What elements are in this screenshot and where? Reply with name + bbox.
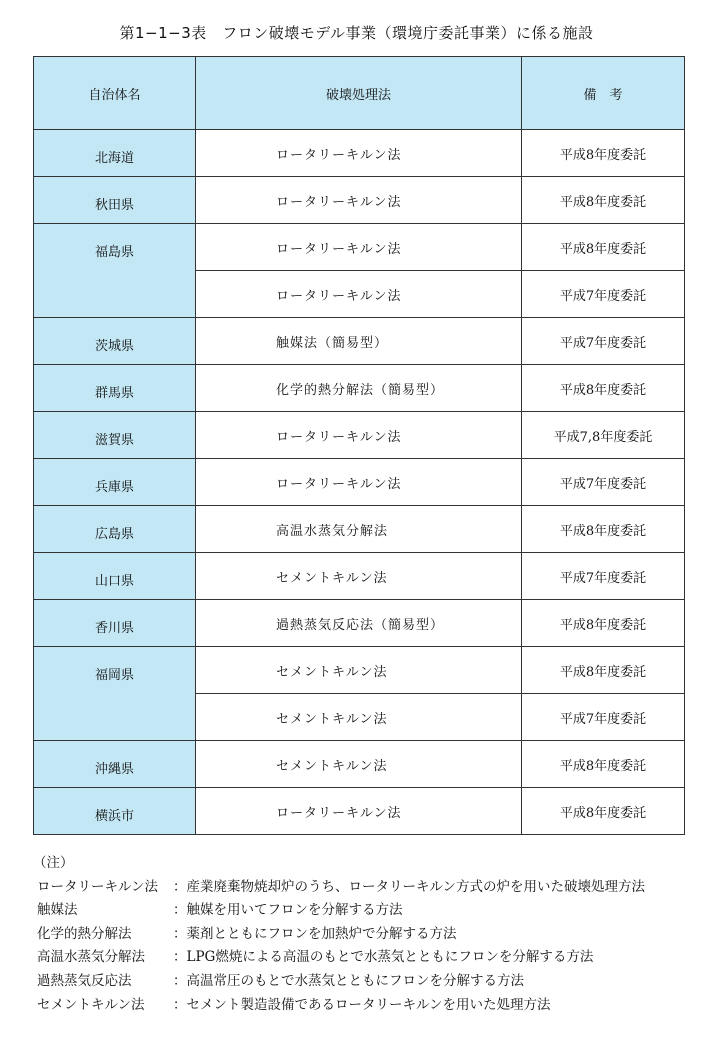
- municipality-cell: 山口県: [34, 553, 196, 600]
- method-cell: 高温水蒸気分解法: [196, 506, 522, 553]
- note-term: 化学的熱分解法: [37, 925, 132, 942]
- note-term: ロータリーキルン法: [37, 878, 159, 895]
- municipality-cell: 福岡県: [34, 647, 196, 741]
- remark-cell: 平成8年度委託: [522, 600, 685, 647]
- table-row: [34, 741, 685, 788]
- note-item: [33, 970, 693, 994]
- note-description: ：LPG燃焼による高温のもとで水蒸気とともにフロンを分解する方法: [173, 949, 594, 966]
- method-cell: セメントキルン法: [196, 553, 522, 600]
- method-cell: セメントキルン法: [196, 694, 522, 741]
- method-cell: セメントキルン法: [196, 647, 522, 694]
- remark-cell: 平成8年度委託: [522, 741, 685, 788]
- method-cell: 触媒法（簡易型）: [196, 318, 522, 365]
- note-description: ：触媒を用いてフロンを分解する方法: [173, 902, 403, 919]
- remark-cell: 平成7年度委託: [522, 459, 685, 506]
- table-row: [34, 130, 685, 177]
- note-item: [33, 923, 693, 947]
- note-description: ：薬剤とともにフロンを加熱炉で分解する方法: [173, 925, 457, 942]
- table-row: [34, 553, 685, 600]
- table-row: [34, 412, 685, 459]
- header-remark: 備 考: [522, 57, 685, 130]
- note-item: [33, 899, 693, 923]
- remark-cell: 平成7年度委託: [522, 553, 685, 600]
- remark-cell: 平成8年度委託: [522, 647, 685, 694]
- municipality-cell: 滋賀県: [34, 412, 196, 459]
- remark-cell: 平成8年度委託: [522, 788, 685, 835]
- municipality-cell: 群馬県: [34, 365, 196, 412]
- method-cell: ロータリーキルン法: [196, 130, 522, 177]
- municipality-cell: 横浜市: [34, 788, 196, 835]
- note-term: 過熱蒸気反応法: [37, 972, 132, 989]
- remark-cell: 平成7年度委託: [522, 271, 685, 318]
- note-term: 高温水蒸気分解法: [37, 949, 145, 966]
- remark-cell: 平成8年度委託: [522, 506, 685, 553]
- table-header-row: [34, 57, 685, 130]
- method-cell: ロータリーキルン法: [196, 412, 522, 459]
- note-description: ：セメント製造設備であるロータリーキルンを用いた処理方法: [173, 996, 551, 1013]
- municipality-cell: 香川県: [34, 600, 196, 647]
- method-cell: 過熱蒸気反応法（簡易型）: [196, 600, 522, 647]
- table-row: [34, 224, 685, 271]
- remark-cell: 平成8年度委託: [522, 130, 685, 177]
- municipality-cell: 兵庫県: [34, 459, 196, 506]
- table-row: [34, 788, 685, 835]
- remark-cell: 平成8年度委託: [522, 224, 685, 271]
- note-item: [33, 946, 693, 970]
- method-cell: ロータリーキルン法: [196, 224, 522, 271]
- table-row: [34, 459, 685, 506]
- table-row: [34, 177, 685, 224]
- note-description: ：高温常圧のもとで水蒸気とともにフロンを分解する方法: [173, 972, 524, 989]
- remark-cell: 平成7,8年度委託: [522, 412, 685, 459]
- table-row: [34, 506, 685, 553]
- remark-cell: 平成8年度委託: [522, 365, 685, 412]
- method-cell: ロータリーキルン法: [196, 177, 522, 224]
- method-cell: ロータリーキルン法: [196, 459, 522, 506]
- page-title: 第1−1−3表 フロン破壊モデル事業（環境庁委託事業）に係る施設: [119, 24, 594, 42]
- municipality-cell: 秋田県: [34, 177, 196, 224]
- note-term: セメントキルン法: [37, 996, 145, 1013]
- notes: [33, 852, 693, 1017]
- municipality-cell: 北海道: [34, 130, 196, 177]
- table-body: [34, 130, 685, 835]
- method-cell: ロータリーキルン法: [196, 271, 522, 318]
- table-row: [34, 600, 685, 647]
- remark-cell: 平成8年度委託: [522, 177, 685, 224]
- table-row: [34, 647, 685, 694]
- table-row: [34, 365, 685, 412]
- header-municipality: 自治体名: [34, 57, 196, 130]
- municipality-cell: 広島県: [34, 506, 196, 553]
- notes-list: [33, 876, 693, 1018]
- facilities-table: [33, 56, 685, 835]
- method-cell: セメントキルン法: [196, 741, 522, 788]
- table-row: [34, 318, 685, 365]
- municipality-cell: 福島県: [34, 224, 196, 318]
- remark-cell: 平成7年度委託: [522, 694, 685, 741]
- note-term: 触媒法: [37, 902, 78, 919]
- header-method: 破壊処理法: [196, 57, 522, 130]
- note-item: [33, 994, 693, 1018]
- method-cell: 化学的熱分解法（簡易型）: [196, 365, 522, 412]
- municipality-cell: 沖縄県: [34, 741, 196, 788]
- note-item: [33, 876, 693, 900]
- remark-cell: 平成7年度委託: [522, 318, 685, 365]
- method-cell: ロータリーキルン法: [196, 788, 522, 835]
- municipality-cell: 茨城県: [34, 318, 196, 365]
- note-description: ：産業廃棄物焼却炉のうち、ロータリーキルン方式の炉を用いた破壊処理方法: [173, 878, 646, 895]
- notes-label: （注）: [33, 855, 74, 871]
